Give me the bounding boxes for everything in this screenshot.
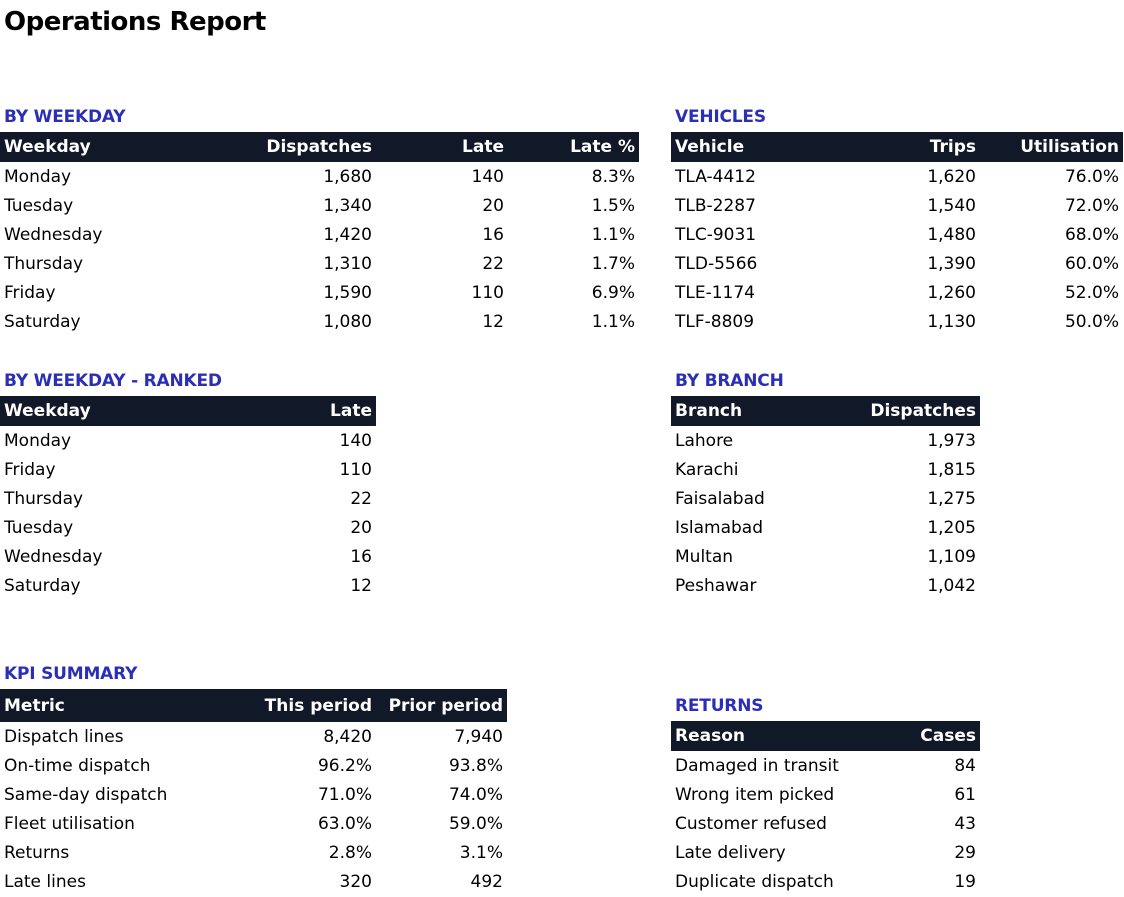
table-cell: 140: [471, 166, 504, 187]
table-cell: 1,620: [927, 166, 976, 187]
table-row: [671, 426, 980, 455]
table-cell: 1.1%: [591, 224, 635, 245]
table-row: [671, 455, 980, 484]
table-cell: 1,815: [927, 459, 976, 480]
table-row: [671, 838, 980, 867]
table-row: [671, 220, 1123, 249]
table-cell: 1,042: [927, 575, 976, 596]
table-cell: Late delivery: [675, 842, 786, 863]
table-row: [671, 867, 980, 896]
table-header-row: [671, 396, 980, 426]
table-cell: 12: [350, 575, 372, 596]
table-cell: TLD-5566: [675, 253, 758, 274]
table-cell: Friday: [4, 282, 56, 303]
table-cell: 22: [350, 488, 372, 509]
table-row: [0, 278, 639, 307]
table-row: [671, 162, 1123, 191]
table-row: [671, 249, 1123, 278]
table-cell: 1,540: [927, 195, 976, 216]
table-cell: 8,420: [323, 726, 372, 747]
table-cell: 74.0%: [448, 784, 503, 805]
table-row: [0, 484, 376, 513]
column-header: Late %: [508, 132, 639, 162]
table-cell: Multan: [675, 546, 734, 567]
table-cell: 1,275: [927, 488, 976, 509]
table-cell: 52.0%: [1064, 282, 1119, 303]
table-row: [0, 751, 507, 780]
table-cell: Lahore: [675, 430, 734, 451]
table-cell: Fleet utilisation: [4, 813, 135, 834]
table-cell: Tuesday: [4, 195, 74, 216]
table-cell: 1.7%: [591, 253, 635, 274]
table-row: [671, 751, 980, 780]
column-header: Dispatches: [851, 396, 980, 426]
table-cell: On-time dispatch: [4, 755, 151, 776]
kpi-title: KPI SUMMARY: [4, 664, 138, 684]
kpi-table: [0, 689, 507, 896]
table-cell: Saturday: [4, 311, 81, 332]
column-header: Cases: [851, 721, 980, 751]
table-cell: 19: [954, 871, 976, 892]
table-cell: 43: [954, 813, 976, 834]
table-cell: 1,680: [323, 166, 372, 187]
table-row: [0, 307, 639, 336]
table-cell: TLA-4412: [675, 166, 756, 187]
table-cell: Wednesday: [4, 546, 103, 567]
table-cell: Wednesday: [4, 224, 103, 245]
ranked-title: BY WEEKDAY - RANKED: [4, 371, 222, 391]
table-cell: 20: [350, 517, 372, 538]
table-cell: 1,260: [927, 282, 976, 303]
table-cell: 140: [339, 430, 372, 451]
table-row: [0, 191, 639, 220]
table-row: [0, 867, 507, 896]
table-row: [0, 513, 376, 542]
table-row: [0, 838, 507, 867]
table-cell: Karachi: [675, 459, 739, 480]
table-cell: 110: [471, 282, 504, 303]
column-header: Utilisation: [980, 132, 1123, 162]
table-cell: Monday: [4, 166, 72, 187]
table-cell: 1,340: [323, 195, 372, 216]
table-row: [671, 278, 1123, 307]
table-cell: 72.0%: [1064, 195, 1119, 216]
table-cell: 59.0%: [448, 813, 503, 834]
table-cell: Returns: [4, 842, 70, 863]
column-header: Late: [176, 396, 376, 426]
table-cell: 8.3%: [591, 166, 635, 187]
column-header: Weekday: [0, 132, 176, 162]
table-cell: 1,973: [927, 430, 976, 451]
table-cell: 110: [339, 459, 372, 480]
table-cell: TLF-8809: [675, 311, 755, 332]
table-cell: 320: [339, 871, 372, 892]
table-cell: 84: [954, 755, 976, 776]
table-cell: 3.1%: [459, 842, 503, 863]
returns-title: RETURNS: [675, 696, 764, 716]
table-cell: 93.8%: [448, 755, 503, 776]
table-cell: Dispatch lines: [4, 726, 124, 747]
table-row: [0, 542, 376, 571]
column-header: Prior period: [376, 689, 507, 722]
table-cell: Wrong item picked: [675, 784, 835, 805]
table-cell: 7,940: [454, 726, 503, 747]
table-row: [0, 780, 507, 809]
table-cell: 16: [482, 224, 504, 245]
table-cell: 71.0%: [317, 784, 372, 805]
returns-table: [671, 721, 980, 896]
table-cell: 1,420: [323, 224, 372, 245]
table-cell: 12: [482, 311, 504, 332]
table-row: [0, 455, 376, 484]
table-cell: 1,590: [323, 282, 372, 303]
branch-title: BY BRANCH: [675, 371, 784, 391]
table-row: [671, 780, 980, 809]
table-cell: Tuesday: [4, 517, 74, 538]
table-cell: TLC-9031: [675, 224, 757, 245]
column-header: Reason: [671, 721, 851, 751]
column-header: Dispatches: [176, 132, 376, 162]
column-header: Vehicle: [671, 132, 851, 162]
table-cell: 1,480: [927, 224, 976, 245]
table-cell: 1,205: [927, 517, 976, 538]
table-cell: 68.0%: [1064, 224, 1119, 245]
table-cell: Monday: [4, 430, 72, 451]
table-cell: 492: [470, 871, 503, 892]
table-row: [671, 307, 1123, 336]
column-header: Branch: [671, 396, 851, 426]
table-row: [671, 809, 980, 838]
table-cell: Duplicate dispatch: [675, 871, 834, 892]
table-row: [0, 809, 507, 838]
column-header: Metric: [0, 689, 176, 722]
table-cell: 20: [482, 195, 504, 216]
vehicles-table: [671, 132, 1123, 336]
table-row: [0, 249, 639, 278]
table-row: [0, 162, 639, 191]
table-row: [0, 722, 507, 751]
table-cell: Thursday: [4, 488, 84, 509]
by-weekday-table: [0, 132, 639, 336]
vehicles-title: VEHICLES: [675, 107, 766, 127]
table-cell: 50.0%: [1064, 311, 1119, 332]
by-weekday-title: BY WEEKDAY: [4, 107, 126, 127]
table-cell: Peshawar: [675, 575, 757, 596]
column-header: This period: [176, 689, 376, 722]
table-cell: 2.8%: [328, 842, 372, 863]
table-row: [671, 542, 980, 571]
table-cell: 1,310: [323, 253, 372, 274]
table-row: [671, 484, 980, 513]
table-cell: 29: [954, 842, 976, 863]
column-header: Late: [376, 132, 508, 162]
ranked-table: [0, 396, 376, 600]
table-cell: 60.0%: [1064, 253, 1119, 274]
table-cell: 1,109: [927, 546, 976, 567]
table-cell: Friday: [4, 459, 56, 480]
table-cell: 96.2%: [317, 755, 372, 776]
table-cell: Faisalabad: [675, 488, 765, 509]
report-title: Operations Report: [4, 7, 266, 37]
table-cell: 16: [350, 546, 372, 567]
table-cell: 22: [482, 253, 504, 274]
table-header-row: [671, 721, 980, 751]
table-cell: Thursday: [4, 253, 84, 274]
table-header-row: [671, 132, 1123, 162]
table-cell: 61: [954, 784, 976, 805]
table-cell: Customer refused: [675, 813, 827, 834]
table-cell: 63.0%: [317, 813, 372, 834]
column-header: Trips: [851, 132, 980, 162]
table-row: [0, 571, 376, 600]
column-header: Weekday: [0, 396, 176, 426]
table-cell: Damaged in transit: [675, 755, 839, 776]
table-cell: 6.9%: [591, 282, 635, 303]
table-cell: 1.5%: [591, 195, 635, 216]
table-cell: Islamabad: [675, 517, 763, 538]
table-row: [0, 220, 639, 249]
table-header-row: [0, 689, 507, 722]
table-cell: Saturday: [4, 575, 81, 596]
branch-table: [671, 396, 980, 600]
table-cell: 1,080: [323, 311, 372, 332]
table-cell: 1,130: [927, 311, 976, 332]
table-row: [0, 426, 376, 455]
table-cell: Late lines: [4, 871, 86, 892]
table-row: [671, 513, 980, 542]
table-header-row: [0, 396, 376, 426]
table-cell: 1,390: [927, 253, 976, 274]
table-row: [671, 191, 1123, 220]
table-row: [671, 571, 980, 600]
table-cell: Same-day dispatch: [4, 784, 168, 805]
table-cell: 1.1%: [591, 311, 635, 332]
table-cell: 76.0%: [1064, 166, 1119, 187]
table-cell: TLB-2287: [675, 195, 756, 216]
table-header-row: [0, 132, 639, 162]
table-cell: TLE-1174: [675, 282, 755, 303]
